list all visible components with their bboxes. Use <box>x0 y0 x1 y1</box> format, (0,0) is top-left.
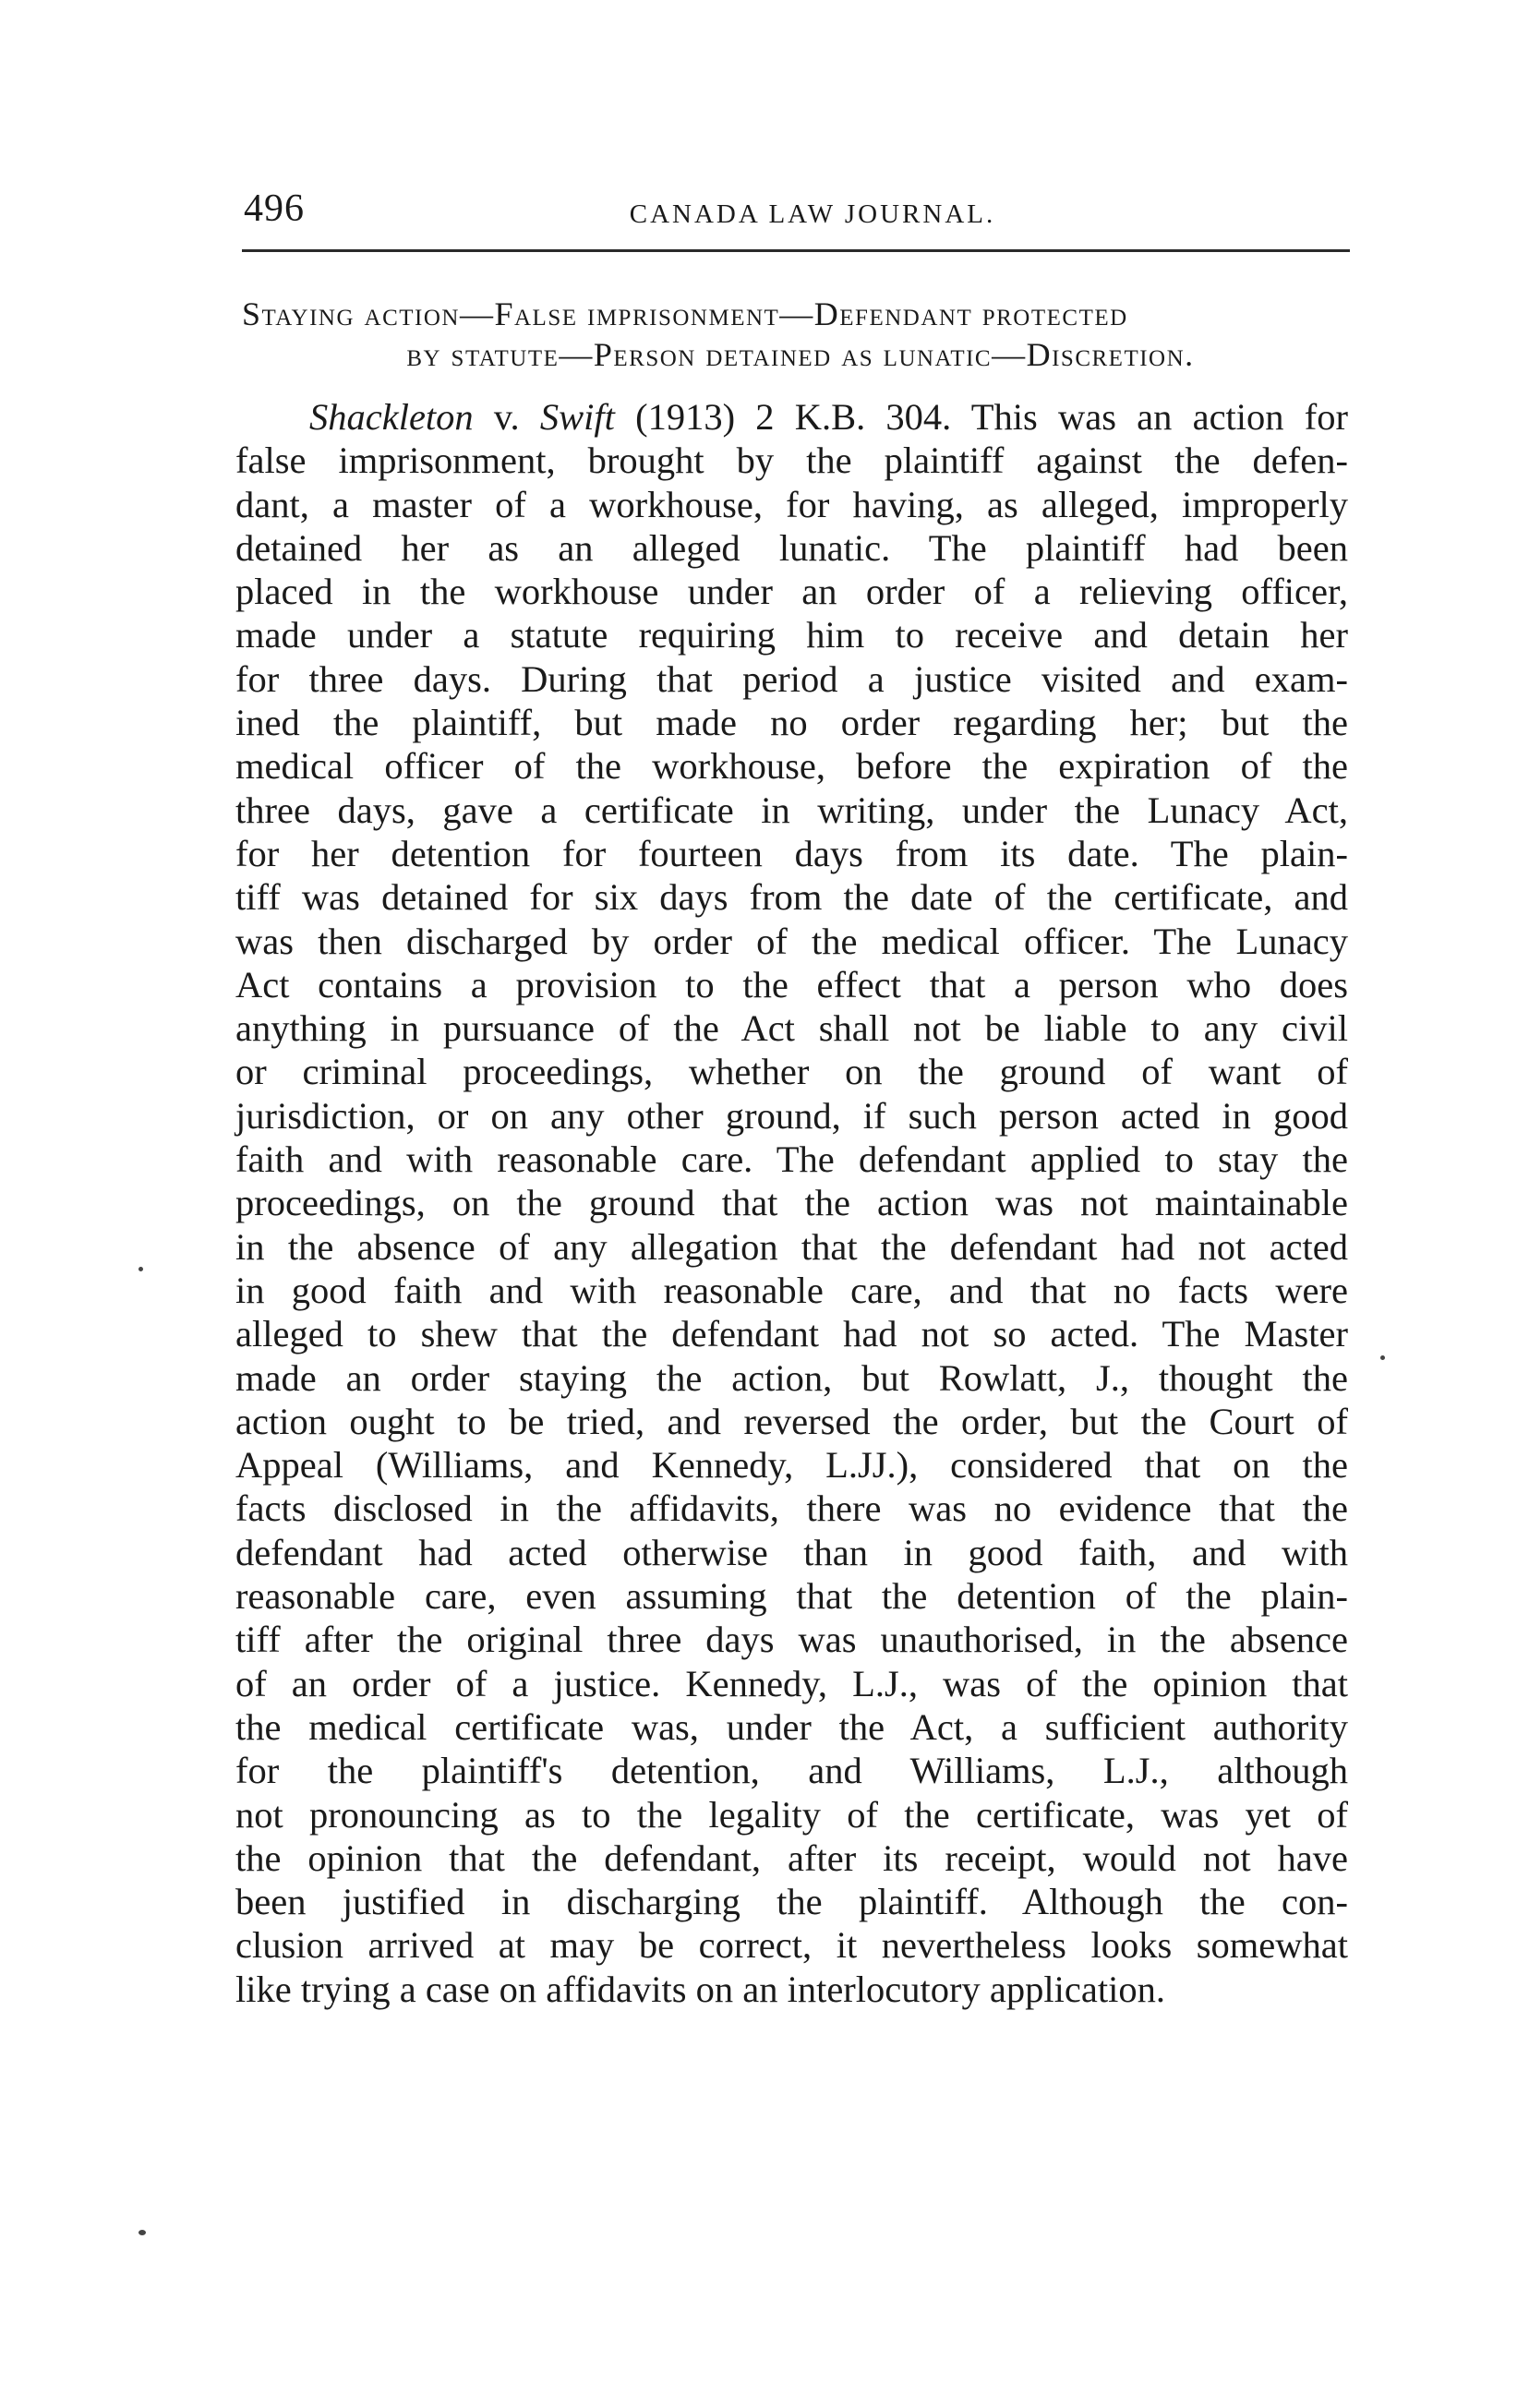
paragraph-line: tiff was detained for six days from the date of the certificate, and <box>235 876 1348 919</box>
paragraph-line: not pronouncing as to the legality of the certificate, was yet of <box>235 1793 1348 1836</box>
paragraph-line: placed in the workhouse under an order of a relieving officer, <box>235 571 1348 613</box>
paragraph-line: in good faith and with reasonable care, and that no facts were <box>235 1269 1348 1311</box>
paragraph-line: was then discharged by order of the medical officer. The Lunacy <box>235 920 1348 962</box>
paragraph-line: jurisdiction, or on any other ground, if such person acted in good <box>235 1094 1348 1137</box>
section-heading <box>242 294 1359 375</box>
citation-text: (1913) 2 K.B. 304. This was an action for <box>614 396 1348 438</box>
paragraph-line: in the absence of any allegation that the defendant had not acted <box>235 1225 1348 1268</box>
paragraph-line: reasonable care, even assuming that the detention of the plain- <box>235 1575 1348 1618</box>
case-name-plaintiff: Shackleton <box>309 396 474 438</box>
paragraph-line: false imprisonment, brought by the plaintiff against the defen- <box>235 439 1348 482</box>
paragraph-line: Act contains a provision to the effect that a person who does <box>235 963 1348 1005</box>
paragraph-line: alleged to shew that the defendant had not so acted. The Master <box>235 1313 1348 1355</box>
paragraph-line: medical officer of the workhouse, before the expiration of the <box>235 745 1348 788</box>
paragraph-line: the medical certificate was, under the Act, a sufficient authority <box>235 1705 1348 1748</box>
running-title: CANADA LAW JOURNAL. <box>629 199 996 229</box>
paragraph-line <box>235 395 1348 439</box>
paragraph-line: been justified in discharging the plaintiff. Although the con- <box>235 1881 1348 1923</box>
header-rule <box>242 249 1350 252</box>
paragraph-line: defendant had acted otherwise than in good faith, and with <box>235 1531 1348 1573</box>
paragraph-line: Appeal (Williams, and Kennedy, L.JJ.), considered that on the <box>235 1444 1348 1487</box>
paragraph-line: tiff after the original three days was unauthorised, in the absence <box>235 1619 1348 1661</box>
paragraph-line: for three days. During that period a justice visited and exam- <box>235 657 1348 700</box>
paragraph-line: action ought to be tried, and reversed the order, but the Court of <box>235 1400 1348 1442</box>
paragraph-line: for the plaintiff's detention, and Williams, L.J., although <box>235 1750 1348 1792</box>
page-number: 496 <box>244 187 305 230</box>
scan-speck <box>138 1267 143 1271</box>
paragraph-line: proceedings, on the ground that the action was not maintainable <box>235 1182 1348 1224</box>
case-name-defendant: Swift <box>539 396 615 438</box>
paragraph-line: faith and with reasonable care. The defendant applied to stay the <box>235 1138 1348 1181</box>
paragraph-line: clusion arrived at may be correct, it nevertheless looks somewhat <box>235 1924 1348 1967</box>
paragraph-line: of an order of a justice. Kennedy, L.J., was of the opinion that <box>235 1662 1348 1704</box>
paragraph-line: the opinion that the defendant, after its receipt, would not have <box>235 1836 1348 1879</box>
case-paragraph <box>235 395 1348 2011</box>
paragraph-line: dant, a master of a workhouse, for having, as alleged, improperly <box>235 483 1348 525</box>
heading-line: by statute—Person detained as lunatic—Discretion. <box>406 336 1195 373</box>
heading-line: Staying action—False imprisonment—Defendant protected <box>242 295 1128 332</box>
paragraph-line: three days, gave a certificate in writing, under the Lunacy Act, <box>235 789 1348 831</box>
paragraph-line: detained her as an alleged lunatic. The plaintiff had been <box>235 526 1348 569</box>
paragraph-line: or criminal proceedings, whether on the ground of want of <box>235 1051 1348 1093</box>
paragraph-line: made under a statute requiring him to receive and detain her <box>235 614 1348 656</box>
paragraph-line: made an order staying the action, but Rowlatt, J., thought the <box>235 1356 1348 1399</box>
paragraph-line: facts disclosed in the affidavits, there was no evidence that the <box>235 1487 1348 1530</box>
case-name-versus: v. <box>473 396 540 438</box>
scan-speck <box>138 2230 146 2235</box>
paragraph-line: ined the plaintiff, but made no order regarding her; but the <box>235 702 1348 744</box>
paragraph-line: anything in pursuance of the Act shall not be liable to any civil <box>235 1007 1348 1050</box>
scan-speck <box>1380 1355 1385 1360</box>
paragraph-line: like trying a case on affidavits on an interlocutory application. <box>235 1968 1165 2010</box>
paragraph-line: for her detention for fourteen days from its date. The plain- <box>235 832 1348 874</box>
